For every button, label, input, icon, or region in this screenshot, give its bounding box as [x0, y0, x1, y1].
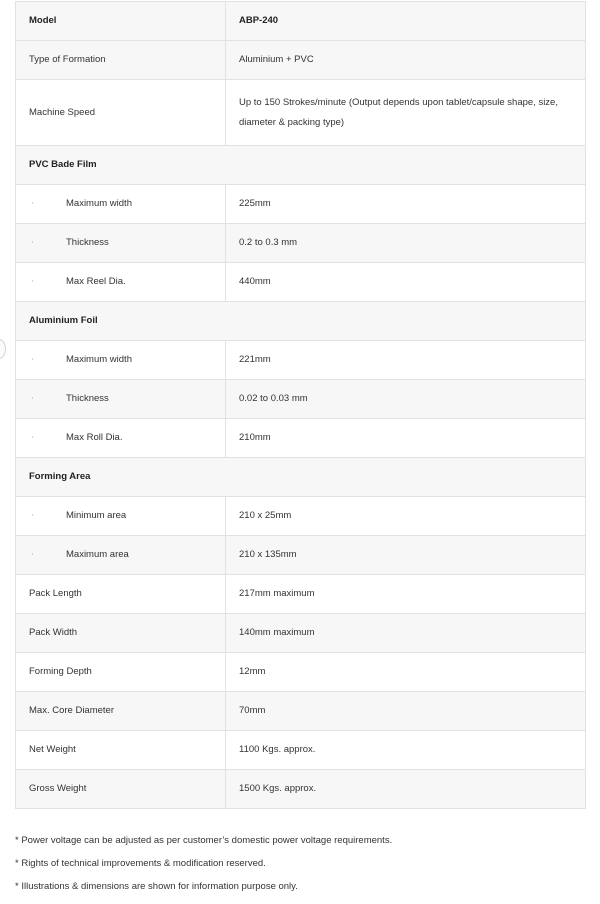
table-row [16, 80, 586, 146]
spec-value: 210 x 25mm [226, 497, 586, 536]
spec-label: Thickness [66, 237, 109, 248]
table-row [16, 497, 586, 536]
spec-value: Up to 150 Strokes/minute (Output depends upon tablet/capsule shape, size, diameter & packing type) [226, 80, 586, 146]
spec-value: 210 x 135mm [226, 536, 586, 575]
spec-value: 140mm maximum [226, 614, 586, 653]
table-row [16, 614, 586, 653]
spec-label: Gross Weight [16, 770, 226, 809]
sub-spec-cell [16, 224, 226, 263]
spec-value: Aluminium + PVC [226, 41, 586, 80]
spec-label: Forming Depth [16, 653, 226, 692]
table-row [16, 731, 586, 770]
spec-value: 221mm [226, 341, 586, 380]
spec-value: 12mm [226, 653, 586, 692]
footnote-power-voltage: * Power voltage can be adjusted as per customer’s domestic power voltage requirements. [15, 835, 393, 846]
sub-spec-cell [16, 536, 226, 575]
section-heading: PVC Bade Film [16, 146, 586, 185]
spec-value: 1100 Kgs. approx. [226, 731, 586, 770]
bullet-icon: · [31, 509, 34, 520]
table-row [16, 224, 586, 263]
bullet-icon: · [31, 548, 34, 559]
table-row [16, 653, 586, 692]
spec-label: Pack Length [16, 575, 226, 614]
footnote-illustrations: * Illustrations & dimensions are shown for information purpose only. [15, 881, 298, 892]
sub-spec-cell [16, 263, 226, 302]
table-row [16, 536, 586, 575]
footnote-rights-reserved: * Rights of technical improvements & modification reserved. [15, 858, 266, 869]
table-row [16, 419, 586, 458]
spec-label: Minimum area [66, 510, 127, 521]
spec-label: Maximum area [66, 549, 129, 560]
table-row [16, 575, 586, 614]
spec-value: 0.2 to 0.3 mm [226, 224, 586, 263]
table-row [16, 185, 586, 224]
sub-spec-cell [16, 380, 226, 419]
spec-label: Machine Speed [16, 80, 226, 146]
specifications-table [15, 1, 586, 809]
spec-label: Pack Width [16, 614, 226, 653]
spec-label: Max Reel Dia. [66, 276, 126, 287]
spec-label: Max Roll Dia. [66, 432, 123, 443]
spec-label: Maximum width [66, 354, 132, 365]
spec-value: 210mm [226, 419, 586, 458]
table-header-row [16, 2, 586, 41]
table-row [16, 692, 586, 731]
spec-value: 225mm [226, 185, 586, 224]
table-row [16, 263, 586, 302]
spec-value: 217mm maximum [226, 575, 586, 614]
spec-value: 70mm [226, 692, 586, 731]
spec-label: Maximum width [66, 198, 132, 209]
bullet-icon: · [31, 392, 34, 403]
spec-value: 1500 Kgs. approx. [226, 770, 586, 809]
spec-value: 440mm [226, 263, 586, 302]
section-heading: Forming Area [16, 458, 586, 497]
section-row-pvc-film [16, 146, 586, 185]
spec-value: 0.02 to 0.03 mm [226, 380, 586, 419]
spec-label: Type of Formation [16, 41, 226, 80]
table-row [16, 380, 586, 419]
bullet-icon: · [31, 236, 34, 247]
section-row-forming-area [16, 458, 586, 497]
footnotes [15, 835, 392, 904]
bullet-icon: · [31, 197, 34, 208]
section-row-aluminium-foil [16, 302, 586, 341]
bullet-icon: · [31, 275, 34, 286]
sub-spec-cell [16, 419, 226, 458]
spec-label: Max. Core Diameter [16, 692, 226, 731]
sub-spec-cell [16, 185, 226, 224]
spec-label: Net Weight [16, 731, 226, 770]
table-row [16, 41, 586, 80]
sub-spec-cell [16, 341, 226, 380]
table-row [16, 341, 586, 380]
section-heading: Aluminium Foil [16, 302, 586, 341]
page-edge-scroll-marker [0, 339, 6, 359]
table-row [16, 770, 586, 809]
sub-spec-cell [16, 497, 226, 536]
spec-label: Thickness [66, 393, 109, 404]
model-value: ABP-240 [226, 2, 586, 41]
bullet-icon: · [31, 353, 34, 364]
bullet-icon: · [31, 431, 34, 442]
model-label: Model [16, 2, 226, 41]
